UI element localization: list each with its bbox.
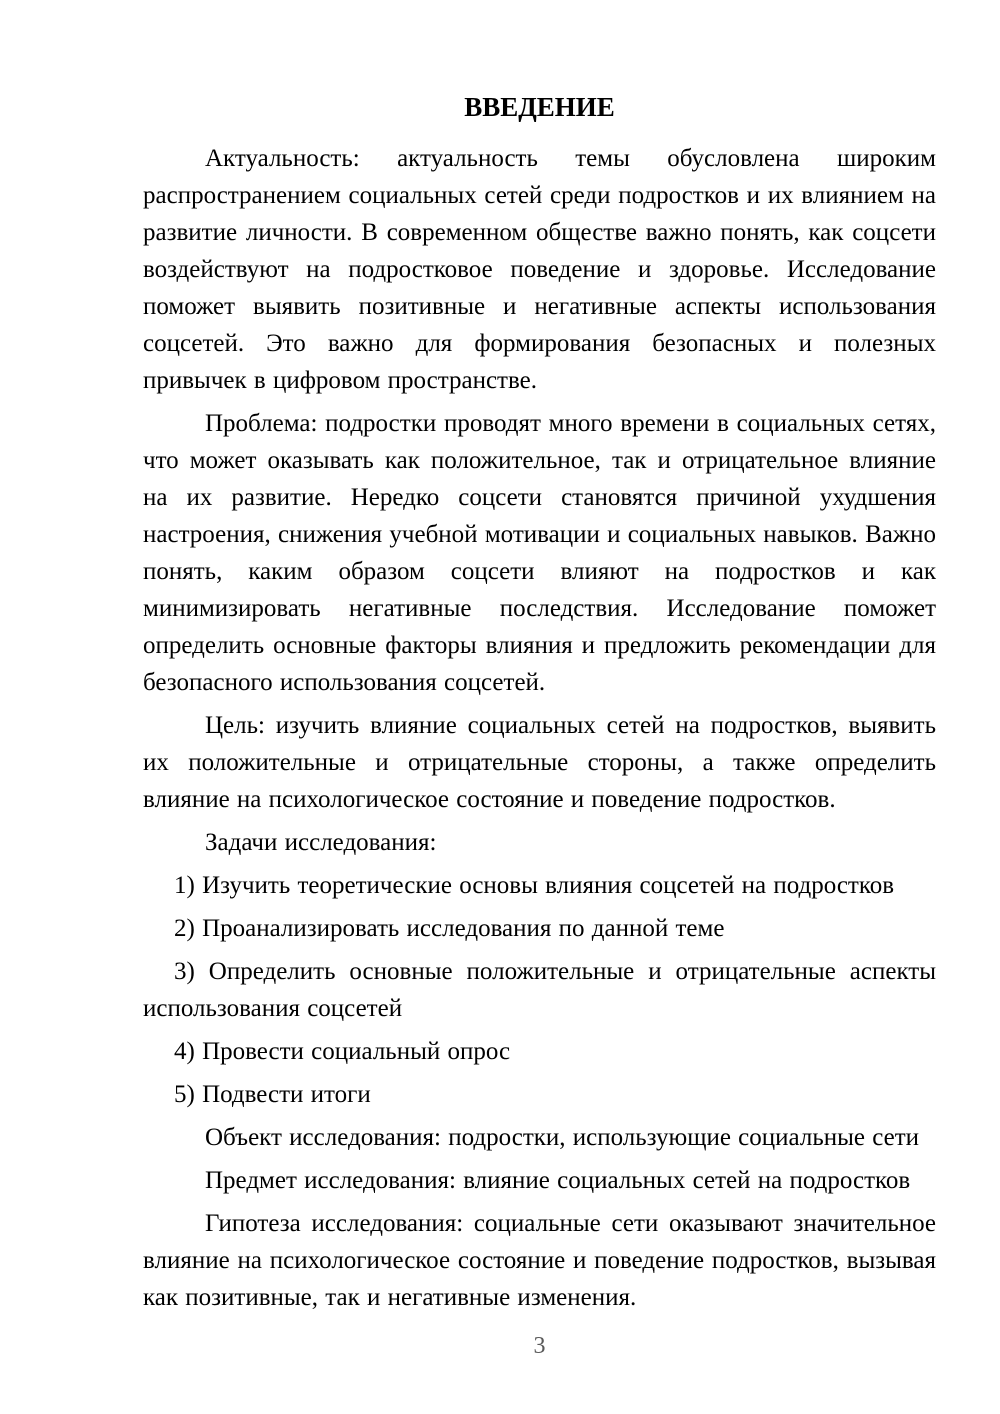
paragraph-object: Объект исследования: подростки, использующие социальные сети [205, 1124, 920, 1151]
paragraph-subject: Предмет исследования: влияние социальных сетей на подростков [205, 1167, 911, 1194]
paragraph-actuality: Актуальность: актуальность темы обусловлена широким распространением социальных сетей среди подростков и их влиянием на развитие личности. В современном обществе важно понять, как соцсети воздействуют на подростковое поведение и здоровье. Исследование поможет выявить позитивные и негативные аспекты использования соцсетей. Это важно для формирования безопасных и полезных привычек в цифровом пространстве. [143, 145, 936, 394]
page-title: ВВЕДЕНИЕ [464, 92, 615, 122]
task-item-2: 2) Проанализировать исследования по данной теме [174, 915, 725, 942]
paragraph-tasks-heading: Задачи исследования: [205, 829, 437, 856]
document-body [143, 88, 936, 1322]
task-item-5: 5) Подвести итоги [174, 1081, 371, 1108]
task-item-3: 3) Определить основные положительные и отрицательные аспекты использования соцсетей [143, 958, 936, 1022]
task-item-1: 1) Изучить теоретические основы влияния соцсетей на подростков [174, 872, 895, 899]
page-number: 3 [533, 1333, 546, 1359]
paragraph-problem: Проблема: подростки проводят много времени в социальных сетях, что может оказывать как положительное, так и отрицательное влияние на их развитие. Нередко соцсети становятся причиной ухудшения настроения, снижения учебной мотивации и социальных навыков. Важно понять, каким образом соцсети влияют на подростков и как минимизировать негативные последствия. Исследование поможет определить основные факторы влияния и предложить рекомендации для безопасного использования соцсетей. [143, 410, 936, 696]
paragraph-hypothesis: Гипотеза исследования: социальные сети оказывают значительное влияние на психологическое состояние и поведение подростков, вызывая как позитивные, так и негативные изменения. [143, 1210, 936, 1311]
task-item-4: 4) Провести социальный опрос [174, 1038, 511, 1065]
paragraph-goal: Цель: изучить влияние социальных сетей на подростков, выявить их положительные и отрицательные стороны, а также определить влияние на психологическое состояние и поведение подростков. [143, 712, 936, 813]
